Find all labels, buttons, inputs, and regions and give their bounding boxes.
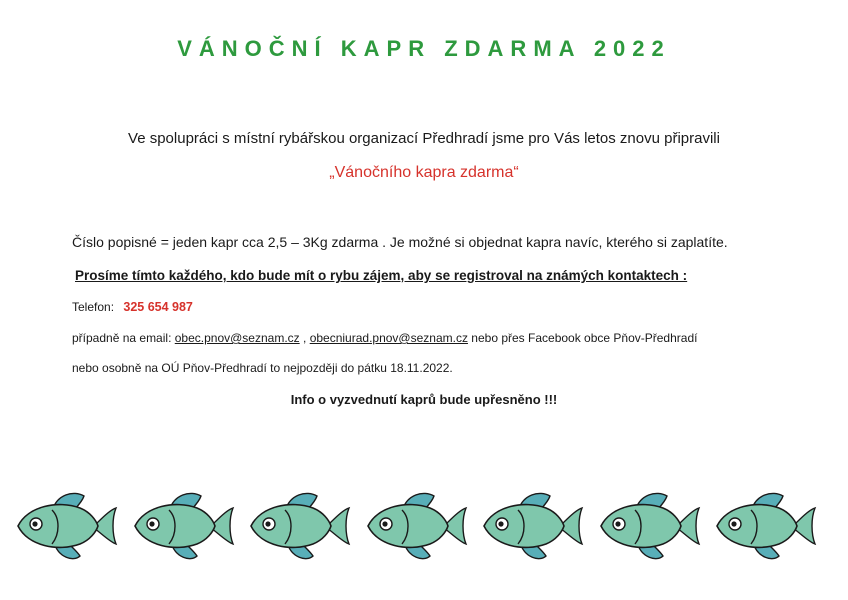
email-prefix: případně na email: (72, 331, 172, 345)
phone-label: Telefon: (72, 300, 115, 314)
registration-notice: Prosíme tímto každého, kdo bude mít o rybu zájem, aby se registroval na známých kontaktech : (75, 268, 688, 283)
email-separator: , (299, 331, 310, 345)
in-person-text: nebo osobně na OÚ Pňov-Předhradí to nejpozději do pátku 18.11.2022. (72, 361, 453, 375)
email-suffix: nebo přes Facebook obce Pňov-Předhradí (467, 331, 698, 345)
offer-quote: „Vánočního kapra zdarma“ (329, 164, 519, 181)
fish-icon (480, 488, 584, 566)
page-title: VÁNOČNÍ KAPR ZDARMA 2022 (177, 36, 671, 61)
fish-icon (131, 488, 235, 566)
phone-number[interactable]: 325 654 987 (123, 300, 193, 314)
fish-icon (364, 488, 468, 566)
intro-text: Ve spolupráci s místní rybářskou organizací Předhradí jsme pro Vás letos znovu připravili (128, 130, 720, 147)
info-note: Info o vyzvednutí kaprů bude upřesněno !!! (290, 392, 558, 407)
offer-details: Číslo popisné = jeden kapr cca 2,5 – 3Kg zdarma . Je možné si objednat kapra navíc, kterého si zaplatíte. (72, 234, 728, 250)
email-link-1[interactable]: obec.pnov@seznam.cz (174, 331, 300, 345)
phone-row (72, 300, 193, 314)
fish-decoration-row (0, 488, 848, 568)
fish-icon (713, 488, 817, 566)
fish-icon (14, 488, 118, 566)
email-row (72, 331, 697, 345)
fish-icon (247, 488, 351, 566)
email-link-2[interactable]: obecniurad.pnov@seznam.cz (309, 331, 468, 345)
fish-icon (597, 488, 701, 566)
